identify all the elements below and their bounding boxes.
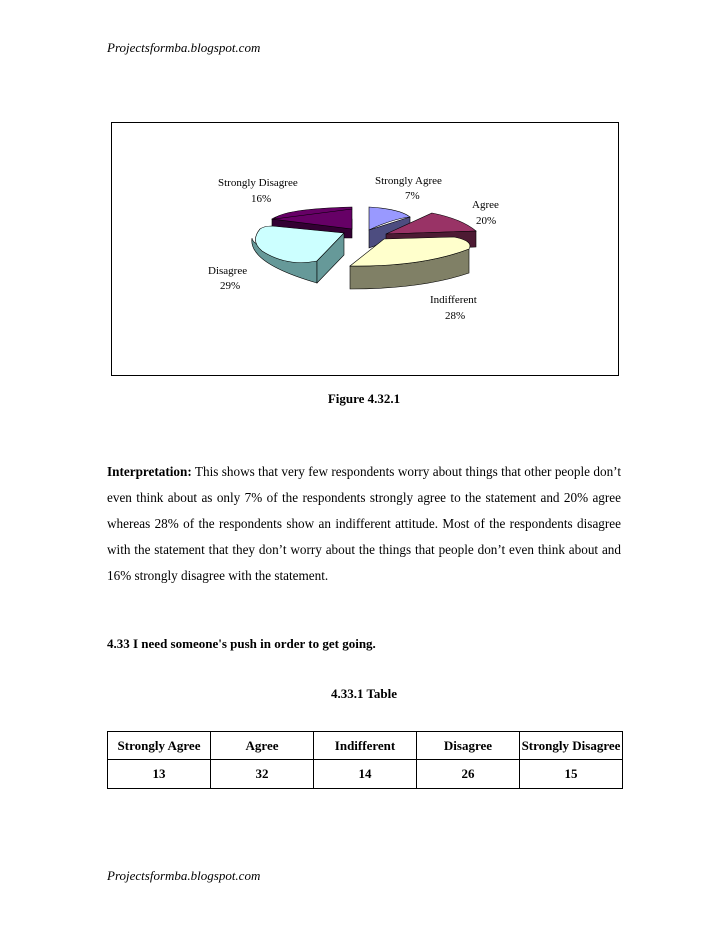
label-strongly-agree-pct: 7% bbox=[405, 190, 420, 202]
table-cell: 14 bbox=[314, 760, 417, 789]
label-strongly-agree: Strongly Agree bbox=[375, 175, 442, 187]
figure-caption: Figure 4.32.1 bbox=[327, 391, 401, 406]
interpretation-label: Interpretation: bbox=[107, 464, 192, 479]
table-header-cell: Strongly Agree bbox=[108, 732, 211, 760]
table-header-cell: Disagree bbox=[417, 732, 520, 760]
table-cell: 32 bbox=[211, 760, 314, 789]
response-table bbox=[107, 731, 623, 789]
table-title: 4.33.1 Table bbox=[330, 686, 398, 701]
table-cell: 26 bbox=[417, 760, 520, 789]
table-cell: 13 bbox=[108, 760, 211, 789]
table-cell: 15 bbox=[520, 760, 623, 789]
slice-disagree bbox=[252, 226, 344, 283]
label-strongly-disagree: Strongly Disagree bbox=[218, 177, 298, 189]
page-header: Projectsformba.blogspot.com bbox=[107, 40, 261, 55]
pie-chart-svg bbox=[112, 123, 620, 377]
pie-chart bbox=[111, 122, 619, 376]
label-disagree: Disagree bbox=[208, 265, 248, 277]
question-heading: 4.33 I need someone's push in order to get going. bbox=[107, 636, 376, 651]
table-header-cell: Agree bbox=[211, 732, 314, 760]
table-row bbox=[108, 760, 623, 789]
label-disagree-pct: 29% bbox=[220, 280, 241, 292]
label-agree: Agree bbox=[472, 199, 499, 211]
interpretation-paragraph bbox=[107, 459, 621, 589]
interpretation-text: This shows that very few respondents worry about things that other people don’t even think about as only 7% of the respondents strongly agree to the statement and 20% agree whereas 28% of the respondents show an indifferent attitude. Most of the respondents disagree with the statement that they don’t worry about the things that people don’t even think about and 16% strongly disagree with the statement. bbox=[107, 464, 621, 583]
table-header-cell: Indifferent bbox=[314, 732, 417, 760]
table-header-row bbox=[108, 732, 623, 760]
table-header-cell: Strongly Disagree bbox=[520, 732, 623, 760]
label-agree-pct: 20% bbox=[476, 215, 497, 227]
slice-indifferent bbox=[350, 237, 470, 289]
label-indifferent-pct: 28% bbox=[445, 310, 466, 322]
label-strongly-disagree-pct: 16% bbox=[251, 193, 272, 205]
label-indifferent: Indifferent bbox=[430, 294, 477, 306]
page-footer: Projectsformba.blogspot.com bbox=[107, 868, 261, 883]
